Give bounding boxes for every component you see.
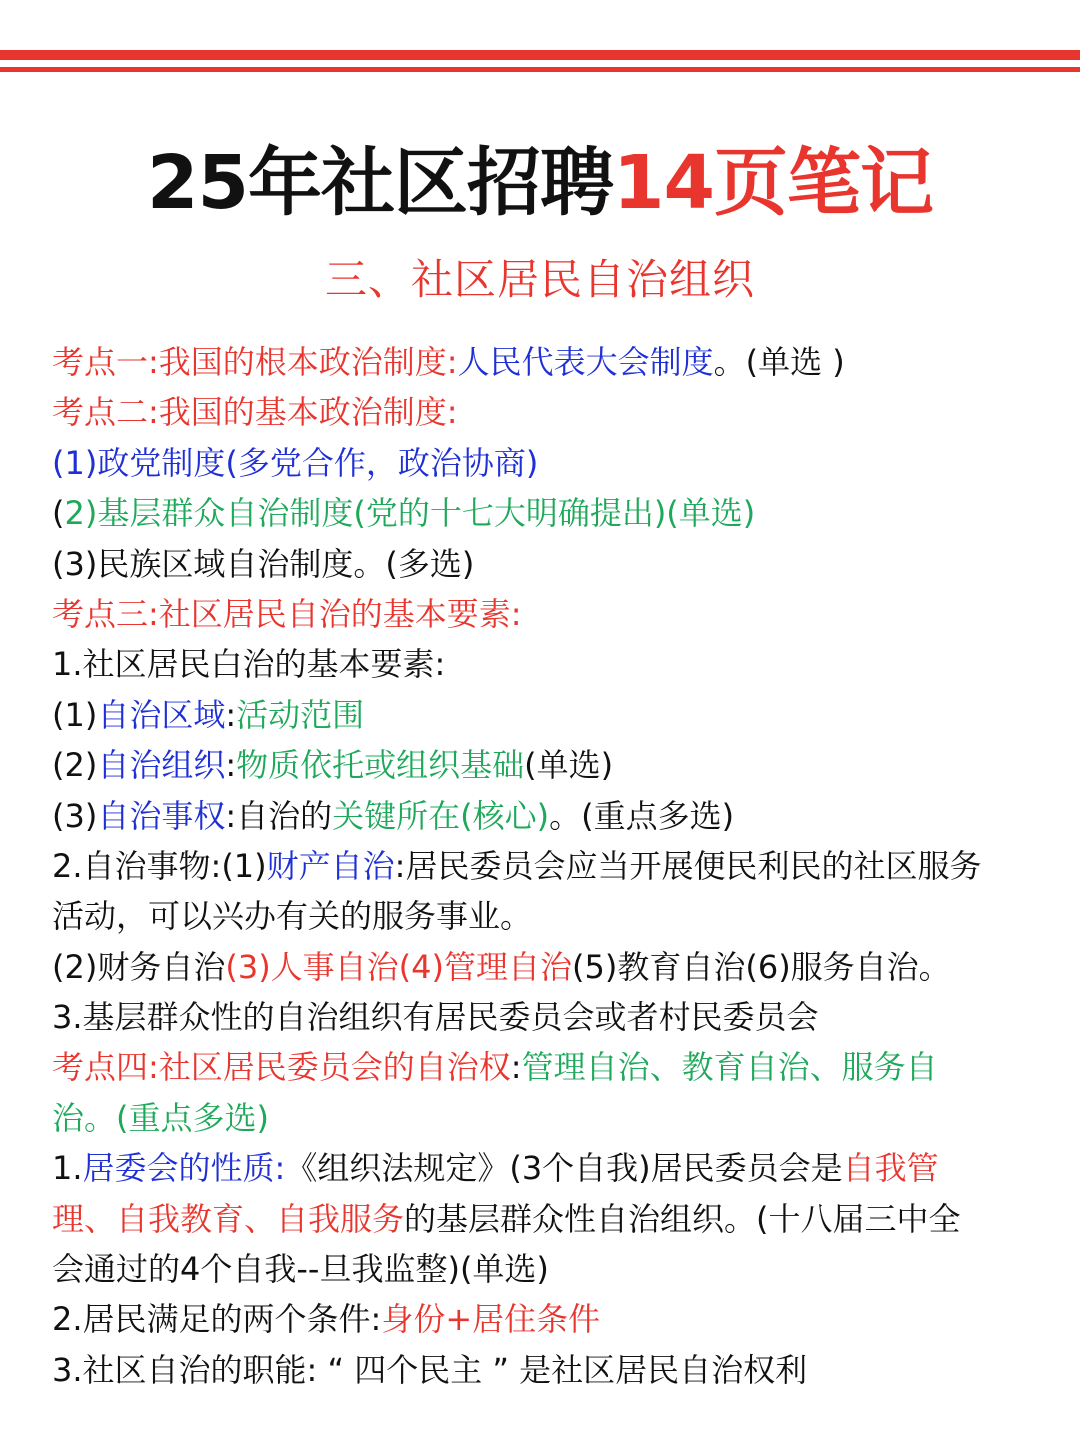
page-title [0,138,1080,228]
note-segment: (5)教育自治(6)服务自治。 [572,947,951,986]
note-segment: 《组织法规定》(3个自我)居民委员会是 [285,1149,843,1188]
note-line [52,1294,1052,1344]
note-segment: 2.居民满足的两个条件: [52,1300,382,1339]
note-segment: (1) [52,695,98,734]
note-segment: 自我管 [842,1149,939,1188]
note-segment: 人民代表大会制度 [457,343,714,381]
note-line [52,1143,1052,1193]
note-line [52,438,1052,488]
note-segment: 会通过的4个自我--旦我监整)(单选) [52,1250,549,1289]
note-line [52,841,1052,891]
note-body [52,337,1052,1395]
note-line [52,387,1052,437]
note-segment: 3.社区自治的职能: “ 四个民主 ” 是社区居民自治权利 [52,1350,808,1389]
note-line [52,1194,1052,1244]
note-segment: 2.自治事物:(1) [52,846,267,885]
note-segment: 物质依托或组织基础 [236,746,525,785]
note-segment: 活动，可以兴办有关的服务事业。 [52,897,533,936]
note-line [52,589,1052,639]
note-segment: 自治区域 [97,695,226,734]
note-segment: 考点一:我国的根本政治制度: [52,343,458,381]
note-line [52,639,1052,689]
note-segment: :居民委员会应当开展便民利民的社区服务 [394,846,982,885]
note-line [52,488,1052,538]
note-segment: 1.社区居民白治的基本要素: [52,645,446,684]
section-subtitle: 三、社区居民自治组织 [324,255,755,304]
note-segment: 考点四:社区居民委员会的自治权 [52,1048,511,1087]
note-segment: 的基层群众性自治组织。(十八届三中全 [404,1199,961,1238]
note-segment: 财产自治 [266,846,395,885]
note-segment: : [510,1048,522,1087]
note-segment: 考点二:我国的基本政治制度: [52,393,458,432]
note-segment: (3)人事自治(4)管理自治 [225,947,573,986]
note-segment: 身份+居住条件 [381,1300,601,1339]
note-segment: :自治的 [225,796,333,835]
note-segment: (2)财务自治 [52,947,226,986]
title-black-part: 25年社区招聘 [147,140,613,226]
note-segment: 。(重点多选) [549,796,735,835]
note-segment: (3) [52,796,98,835]
note-segment: 。(单选 ) [713,343,845,381]
note-segment: : [225,695,237,734]
note-segment: ( [52,494,65,533]
note-segment: (2) [52,746,98,785]
note-segment: 自治事权 [97,796,226,835]
note-line [52,1042,1052,1092]
note-segment: (3)民族区域自治制度。(多选) [52,544,475,583]
note-segment: 考点三:社区居民自治的基本要素: [52,594,522,633]
note-line [52,740,1052,790]
note-line [52,791,1052,841]
note-line [52,1093,1052,1143]
note-segment: 治。(重点多选) [52,1098,269,1137]
note-line [52,942,1052,992]
note-line [52,690,1052,740]
red-stripe-thick [0,50,1080,60]
red-stripe-thin [0,67,1080,72]
title-red-part: 14页笔记 [613,140,933,226]
note-segment: 活动范围 [236,695,365,734]
note-line [52,891,1052,941]
note-line [52,992,1052,1042]
note-line [52,1345,1052,1395]
note-segment: 居委会的性质: [82,1149,286,1188]
note-segment: (单选) [524,746,614,785]
note-segment: (1)政党制度(多党合作，政治协商) [52,443,539,482]
note-segment: 关键所在(核心) [332,796,550,835]
note-segment: 2)基层群众自治制度(党的十七大明确提出)(单选) [64,494,756,533]
note-line [52,1244,1052,1294]
note-segment: 管理自治、教育自治、服务自 [521,1048,938,1087]
note-segment: 1. [52,1149,83,1188]
note-segment: 自治组织 [97,746,226,785]
note-line [52,539,1052,589]
note-segment: 3.基层群众性的自治组织有居民委员会或者村民委员会 [52,998,819,1037]
note-segment: : [225,746,237,785]
note-line [52,337,1052,387]
note-segment: 理、自我教育、自我服务 [52,1199,405,1238]
